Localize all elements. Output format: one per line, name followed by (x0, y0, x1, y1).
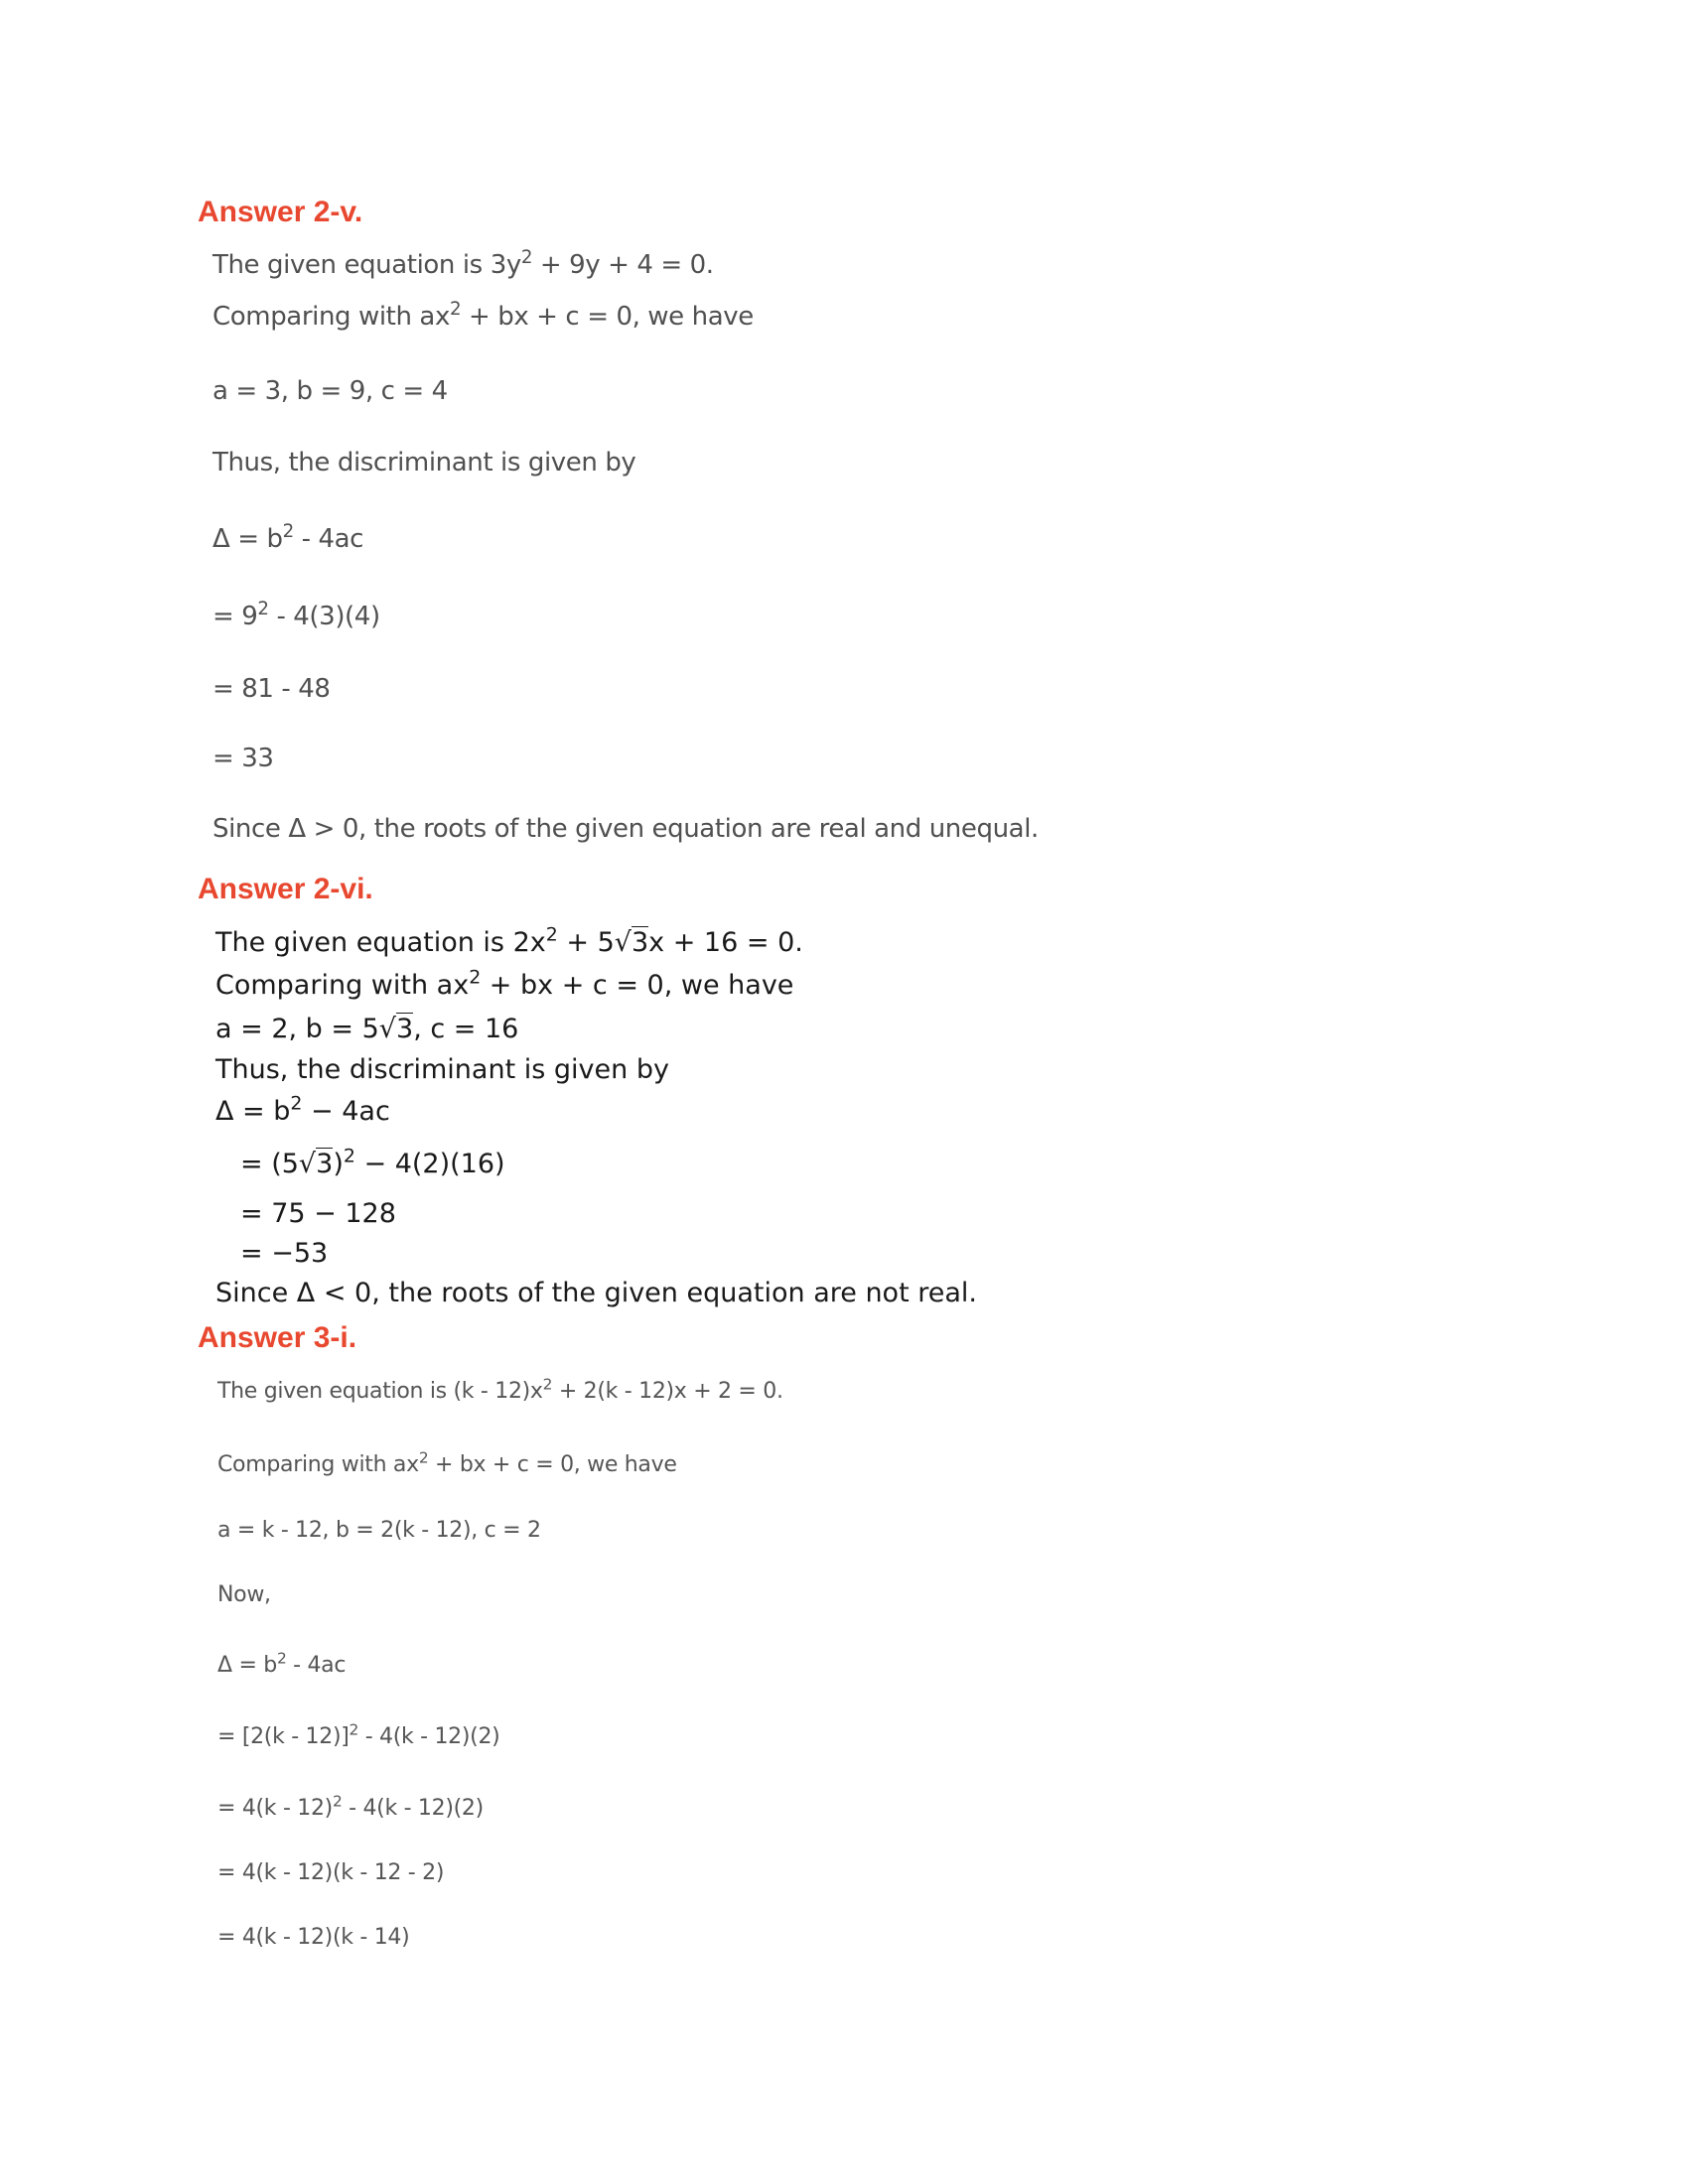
ans-3i-comparing (217, 1448, 677, 1477)
text: - 4(3)(4) (268, 602, 380, 631)
text: Comparing with ax (212, 302, 450, 332)
text: + 9y + 4 = 0. (532, 250, 714, 280)
text: + 2(k - 12)x + 2 = 0. (552, 1379, 783, 1404)
text: = (5 (240, 1149, 299, 1179)
ans-2vi-comparing (215, 966, 794, 1001)
exponent: 2 (449, 299, 462, 320)
ans-3i-step-3: = 4(k - 12)(k - 12 - 2) (217, 1860, 445, 1885)
text: The given equation is 2x (215, 927, 546, 958)
ans-2vi-given-equation (215, 923, 803, 958)
ans-3i-given-equation (217, 1375, 783, 1404)
sqrt-symbol: √3 (298, 1149, 334, 1179)
radicand: 3 (631, 927, 649, 958)
exponent: 2 (257, 599, 269, 619)
ans-2v-step-3: = 33 (212, 744, 274, 773)
ans-2vi-step-2: = 75 − 128 (240, 1198, 396, 1229)
text: - 4(k - 12)(2) (358, 1724, 500, 1749)
text: Comparing with ax (215, 970, 470, 1001)
ans-3i-step-1 (217, 1720, 500, 1749)
ans-2v-step-1 (212, 599, 380, 631)
ans-2v-thus: Thus, the discriminant is given by (212, 448, 636, 478)
radicand: 3 (316, 1149, 334, 1179)
text: , c = 16 (413, 1014, 519, 1044)
ans-2v-comparing (212, 299, 754, 332)
text: ) (333, 1149, 344, 1179)
ans-2vi-delta-formula (215, 1092, 390, 1127)
ans-3i-delta-formula (217, 1649, 347, 1678)
ans-3i-coefficients: a = k - 12, b = 2(k - 12), c = 2 (217, 1518, 541, 1543)
heading-answer-2v: Answer 2-v. (198, 196, 363, 228)
exponent: 2 (418, 1448, 429, 1467)
exponent: 2 (349, 1720, 359, 1739)
radicand: 3 (396, 1014, 414, 1044)
exponent: 2 (545, 923, 558, 946)
ans-2vi-conclusion: Since Δ < 0, the roots of the given equation are not real. (215, 1278, 977, 1308)
text: x + 16 = 0. (648, 927, 803, 958)
ans-3i-now: Now, (217, 1582, 271, 1607)
ans-2v-coefficients: a = 3, b = 9, c = 4 (212, 376, 448, 406)
text: The given equation is 3y (212, 250, 521, 280)
heading-answer-3i: Answer 3-i. (198, 1321, 357, 1354)
exponent: 2 (343, 1145, 355, 1167)
sqrt-symbol: √3 (614, 927, 649, 958)
exponent: 2 (542, 1375, 553, 1394)
text: − 4(2)(16) (354, 1149, 505, 1179)
sqrt-symbol: √3 (378, 1014, 414, 1044)
text: + bx + c = 0, we have (428, 1452, 677, 1477)
text: Δ = b (212, 524, 283, 554)
text: - 4ac (293, 524, 364, 554)
text: + 5 (557, 927, 615, 958)
ans-2v-step-2: = 81 - 48 (212, 674, 331, 704)
text: + bx + c = 0, we have (461, 302, 754, 332)
ans-2vi-coefficients (215, 1014, 518, 1044)
text: Comparing with ax (217, 1452, 419, 1477)
ans-3i-step-4: = 4(k - 12)(k - 14) (217, 1925, 410, 1950)
text: Δ = b (217, 1653, 277, 1678)
ans-2vi-thus: Thus, the discriminant is given by (215, 1054, 669, 1085)
text: = [2(k - 12)] (217, 1724, 350, 1749)
ans-3i-step-2 (217, 1792, 484, 1821)
exponent: 2 (290, 1092, 303, 1115)
ans-2v-given-equation (212, 247, 714, 280)
text: = 4(k - 12) (217, 1796, 333, 1821)
exponent: 2 (282, 521, 294, 542)
ans-2vi-step-3: = −53 (240, 1238, 329, 1269)
exponent: 2 (520, 247, 532, 268)
text: = 9 (212, 602, 258, 631)
exponent: 2 (332, 1792, 343, 1811)
ans-2v-conclusion: Since Δ > 0, the roots of the given equation are real and unequal. (212, 814, 1039, 844)
text: - 4(k - 12)(2) (342, 1796, 484, 1821)
text: − 4ac (302, 1096, 390, 1127)
heading-answer-2vi: Answer 2-vi. (198, 873, 373, 905)
text: + bx + c = 0, we have (481, 970, 794, 1001)
exponent: 2 (276, 1649, 287, 1668)
text: Δ = b (215, 1096, 291, 1127)
ans-2vi-step-1 (240, 1145, 505, 1179)
text: The given equation is (k - 12)x (217, 1379, 543, 1404)
text: a = 2, b = 5 (215, 1014, 379, 1044)
text: - 4ac (286, 1653, 347, 1678)
ans-2v-delta-formula (212, 521, 364, 554)
exponent: 2 (469, 966, 482, 989)
